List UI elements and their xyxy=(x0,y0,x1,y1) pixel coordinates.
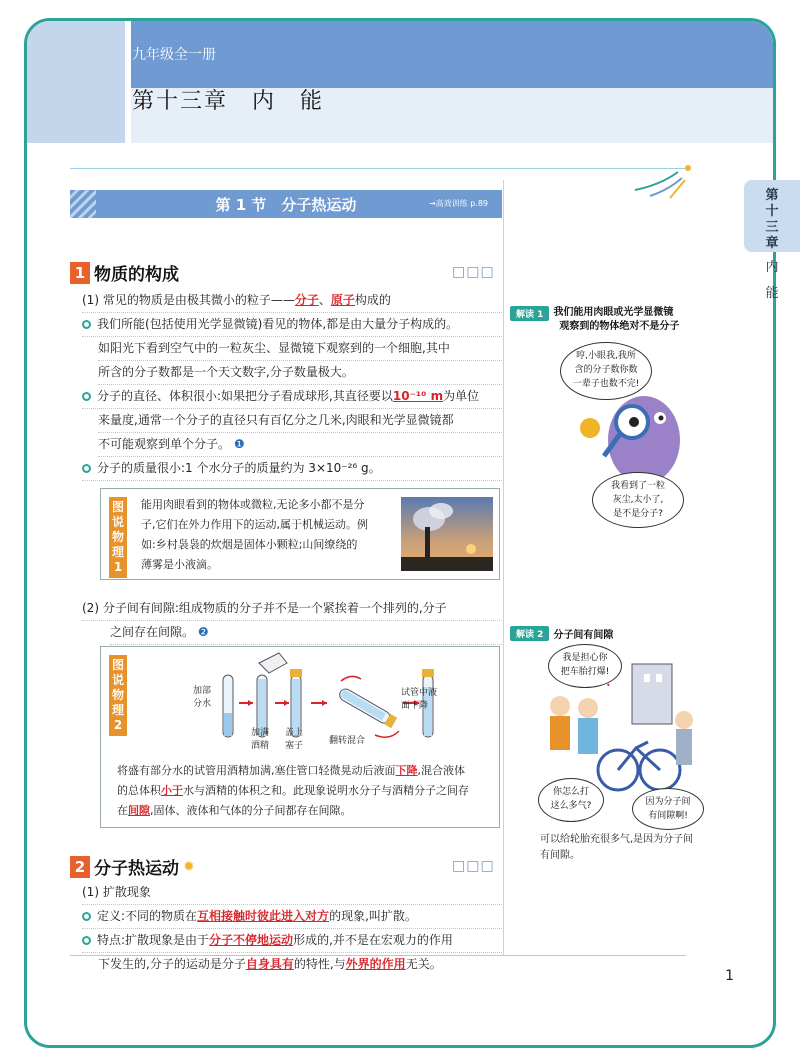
chapter-side-tab[interactable] xyxy=(744,180,800,252)
reading-2-bubble-1 xyxy=(548,644,622,688)
text: 我们所能(包括使用光学显微镜)看见的物体,都是由大量分子构成的。 xyxy=(97,317,459,331)
label-char: 说 xyxy=(111,515,124,529)
reading-1-bubble-1 xyxy=(560,342,652,400)
reading-2-title: 分子间有间隙 xyxy=(553,630,614,641)
part1-b1-l2: 如阳光下看到空气中的一粒灰尘、显微镜下观察到的一个细胞,其中 xyxy=(98,336,502,361)
bubble-line: 因为分子间 xyxy=(645,797,691,807)
text: 特点:扩散现象是由于 xyxy=(97,933,210,947)
star-icon: ✹ xyxy=(183,858,195,875)
bullet-icon xyxy=(82,392,91,401)
text: 、 xyxy=(318,293,331,307)
sparkle-icon xyxy=(630,160,700,200)
step4-label: 翻转混合 xyxy=(329,736,366,746)
part2-d3 xyxy=(98,952,502,976)
step-text: 分水 xyxy=(193,699,212,709)
header-band xyxy=(131,21,773,88)
bubble-line: 含的分子数你数 xyxy=(574,365,638,375)
part1-b2-l1 xyxy=(82,384,502,409)
part2-checkboxes[interactable]: □□□ xyxy=(452,858,495,874)
bubble-line: 灰尘,太小了, xyxy=(612,495,664,505)
figure-2-line xyxy=(117,761,497,781)
text: 的特性,与 xyxy=(293,957,346,971)
reading-1-badge: 解读 1 xyxy=(510,306,549,321)
answer: 自身具有 xyxy=(245,957,294,971)
text: 的现象,叫扩散。 xyxy=(329,909,417,923)
text: ,混合液体 xyxy=(417,764,465,777)
reading-1-bubble-2 xyxy=(592,472,684,528)
figure-2-text xyxy=(117,761,497,821)
reading-2-bubble-3 xyxy=(632,788,704,830)
bubble-line: 把车胎打爆! xyxy=(560,667,610,677)
reading-2-bubble-2 xyxy=(538,778,604,822)
label-char: 图 xyxy=(111,500,124,514)
step-text: 酒精 xyxy=(251,741,270,751)
top-rule xyxy=(70,168,686,169)
side-tab-char: 三 xyxy=(765,220,779,235)
bubble-line: 你怎么打 xyxy=(552,787,589,797)
chimney-smoke-photo xyxy=(401,497,493,571)
part1-b1-l1 xyxy=(82,312,502,337)
section-exercise-link[interactable]: →高效训练 p.89 xyxy=(428,199,488,208)
bubble-line: 我是担心你 xyxy=(562,653,608,663)
answer: 下降 xyxy=(395,764,418,777)
text: 形成的,并不是在宏观力的作用 xyxy=(293,933,453,947)
section-bar xyxy=(70,190,502,218)
part1-title: 物质的构成 xyxy=(94,265,179,285)
figure-1-line: 子,它们在外力作用下的运动,属于机械运动。例 xyxy=(141,518,368,531)
label-char: 物 xyxy=(111,530,124,544)
part1-heading xyxy=(70,260,179,285)
text: 水与酒精的体积之和。此现象说明水分子与酒精分子之间存 xyxy=(183,784,469,797)
step-text: 试管中液 xyxy=(401,688,438,698)
bubble-line: 一辈子也数不完! xyxy=(572,379,640,389)
side-sub-char: 能 xyxy=(765,286,779,301)
answer: 原子 xyxy=(330,293,355,307)
figure-2-box xyxy=(100,646,500,828)
answer: 分子不停地运动 xyxy=(209,933,294,947)
bubble-line: 是不是分子? xyxy=(613,509,663,519)
side-tab-subtitle xyxy=(762,255,782,307)
bullet-icon xyxy=(82,464,91,473)
reading-1-title xyxy=(553,306,679,334)
text: ,固体、液体和气体的分子间都存在间隙。 xyxy=(150,804,352,817)
grade-label: 九年级全一册 xyxy=(132,47,216,63)
part1-b3 xyxy=(82,456,502,481)
step1-label xyxy=(193,685,211,711)
label-char: 理 xyxy=(111,545,124,559)
label-char: 理 xyxy=(111,703,124,717)
side-tab-char: 十 xyxy=(765,204,779,219)
reading-2-badge: 解读 2 xyxy=(510,626,549,641)
text: 之间存在间隙。 xyxy=(110,625,195,639)
text: 下发生的,分子的运动是分子 xyxy=(98,957,246,971)
step5-label xyxy=(401,687,437,713)
figure-1-box xyxy=(100,488,500,580)
title-line: 我们能用肉眼或光学显微镜 xyxy=(553,307,674,318)
note-marker[interactable]: ❷ xyxy=(197,625,209,639)
text: (1) 常见的物质是由极其微小的粒子—— xyxy=(82,293,295,307)
page-number: 1 xyxy=(725,968,734,984)
part2-heading xyxy=(70,854,195,879)
reading-2-caption xyxy=(540,832,720,864)
figure-1-line: 能用肉眼看到的物体或微粒,无论多小都不是分 xyxy=(141,498,365,511)
step-text: 塞子 xyxy=(285,741,304,751)
header-left-strip xyxy=(27,21,125,143)
step-text: 盖上 xyxy=(285,728,304,738)
text: 不可能观察到单个分子。 xyxy=(98,437,231,451)
text: 无关。 xyxy=(405,957,442,971)
step-text: 面下降 xyxy=(401,701,429,711)
bubble-line: 这么多气? xyxy=(550,801,592,811)
figure-2-line xyxy=(117,781,497,801)
text: 将盛有部分水的试管用酒精加满,塞住管口轻微晃动后液面 xyxy=(117,764,396,777)
label-char: 2 xyxy=(113,718,123,732)
step2-label xyxy=(251,727,269,753)
step3-label xyxy=(285,727,303,753)
side-sub-char: 内 xyxy=(765,260,779,275)
caption-line: 可以给轮胎充很多气,是因为分子间 xyxy=(540,834,694,845)
step-text: 加满 xyxy=(251,728,270,738)
part1-number: 1 xyxy=(70,262,90,284)
label-char: 说 xyxy=(111,673,124,687)
figure-1-label xyxy=(109,497,127,578)
answer: 分子 xyxy=(294,293,319,307)
part2-title: 分子热运动 xyxy=(94,859,179,879)
label-char: 1 xyxy=(113,560,123,574)
part2-sub: (1) 扩散现象 xyxy=(82,880,502,905)
part1b-line2 xyxy=(110,620,502,645)
part2-d1 xyxy=(82,904,502,929)
part2-number: 2 xyxy=(70,856,90,878)
part1-checkboxes[interactable]: □□□ xyxy=(452,264,495,280)
reading-1-tag xyxy=(510,306,679,334)
text: 定义:不同的物质在 xyxy=(97,909,198,923)
bubble-line: 哼,小眼我,我所 xyxy=(576,351,636,361)
answer: 10⁻¹⁰ m xyxy=(392,389,444,403)
part1-b2-l2: 来量度,通常一个分子的直径只有百亿分之几米,肉眼和光学显微镜都 xyxy=(98,408,502,433)
answer: 小于 xyxy=(161,784,183,797)
bubble-line: 我看到了一粒 xyxy=(610,481,665,491)
answer: 外界的作用 xyxy=(345,957,406,971)
text: 分子的质量很小:1 个水分子的质量约为 3×10⁻²⁶ g。 xyxy=(97,461,381,475)
figure-1-line: 薄雾是小液滴。 xyxy=(141,558,218,571)
bullet-icon xyxy=(82,912,91,921)
note-marker[interactable]: ❶ xyxy=(233,437,245,451)
label-char: 图 xyxy=(111,658,124,672)
caption-line: 有间隙。 xyxy=(540,850,580,861)
bullet-icon xyxy=(82,936,91,945)
part1b-line1: (2) 分子间有间隙:组成物质的分子并不是一个紧挨着一个排列的,分子 xyxy=(82,596,502,621)
figure-2-label xyxy=(109,655,127,736)
text: 的总体积 xyxy=(117,784,161,797)
answer: 间隙 xyxy=(128,804,150,817)
bullet-icon xyxy=(82,320,91,329)
answer: 互相接触时彼此进入对方 xyxy=(197,909,330,923)
figure-1-text xyxy=(141,495,401,575)
header-separator xyxy=(125,21,131,143)
step-text: 加部 xyxy=(193,686,212,696)
side-tab-char: 第 xyxy=(765,188,779,203)
figure-1-line: 如:乡村袅袅的炊烟是固体小颗粒;山间缭绕的 xyxy=(141,538,358,551)
side-tab-char: 章 xyxy=(765,236,779,251)
text: 为单位 xyxy=(443,389,480,403)
text: 分子的直径、体积很小:如果把分子看成球形,其直径要以 xyxy=(97,389,393,403)
title-line: 观察到的物体绝对不是分子 xyxy=(559,321,680,332)
chapter-title: 第十三章 内 能 xyxy=(132,89,325,114)
reading-2-tag xyxy=(510,626,613,641)
bubble-line: 有间隙啊! xyxy=(648,811,688,821)
text: 在 xyxy=(117,804,128,817)
part2-d2 xyxy=(82,928,502,953)
section-title: 第 1 节 分子热运动 xyxy=(215,196,357,214)
part1-b2-l3 xyxy=(98,432,502,457)
column-separator xyxy=(503,180,504,955)
part1-b1-l3: 所含的分子数都是一个天文数字,分子数量极大。 xyxy=(98,360,502,385)
text: 构成的 xyxy=(354,293,391,307)
part1-line1 xyxy=(82,288,502,313)
label-char: 物 xyxy=(111,688,124,702)
figure-2-line xyxy=(117,801,497,821)
